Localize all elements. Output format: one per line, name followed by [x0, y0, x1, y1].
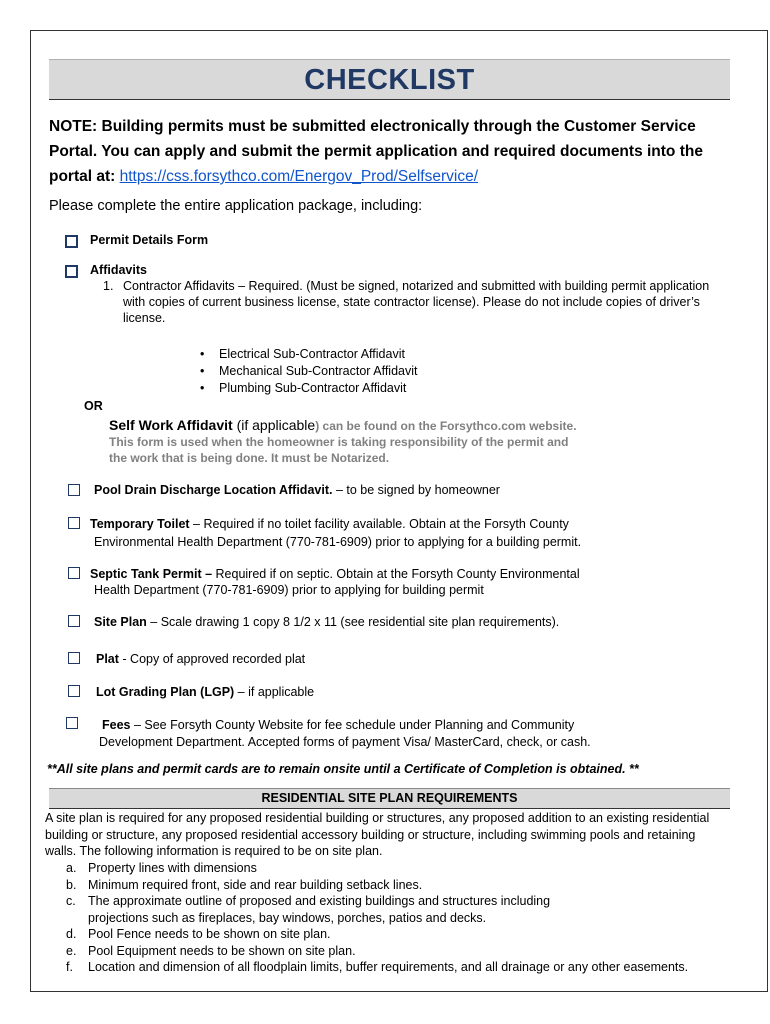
toilet-title: Temporary Toilet	[90, 517, 190, 531]
plat-text: - Copy of approved recorded plat	[118, 652, 306, 666]
pool-drain-title: Pool Drain Discharge Location Affidavit.	[94, 483, 333, 497]
septic-text-1: Required if on septic. Obtain at the Forsyth County Environmental	[212, 567, 580, 581]
intro-text: Please complete the entire application package, including:	[49, 198, 423, 214]
site-plan-line	[94, 614, 559, 631]
page-title: CHECKLIST	[304, 64, 475, 96]
checkbox-fees[interactable]	[66, 717, 78, 729]
fees-text-1: – See Forsyth County Website for fee schedule under Planning and Community	[130, 718, 575, 732]
septic-title: Septic Tank Permit –	[90, 567, 213, 581]
residential-header: RESIDENTIAL SITE PLAN REQUIREMENTS	[49, 788, 730, 809]
list-item: a. Property lines with dimensions	[66, 861, 257, 875]
list-item: b. Minimum required front, side and rear building setback lines.	[66, 877, 423, 892]
fees-line-1	[102, 717, 574, 734]
pool-drain-line	[94, 482, 500, 499]
self-work-grey-2: This form is used when the homeowner is taking responsibility of the permit and	[109, 435, 569, 449]
septic-text-2: Health Department (770-781-6909) prior to applying for building permit	[94, 583, 484, 597]
fees-title: Fees	[102, 718, 131, 732]
list-item: e. Pool Equipment needs to be shown on site plan.	[66, 943, 356, 958]
bullet-mechanical: • Mechanical Sub-Contractor Affidavit	[200, 363, 417, 380]
toilet-text-1: – Required if no toilet facility available. Obtain at the Forsyth County	[189, 517, 569, 531]
bullet-electrical: • Electrical Sub-Contractor Affidavit	[200, 346, 417, 363]
list-item: c. The approximate outline of proposed and existing buildings and structures including projections such as fireplaces, bay windows, porches, patios and decks.	[66, 894, 551, 925]
self-work-title: Self Work Affidavit	[109, 417, 233, 433]
affidavits-label: Affidavits	[90, 263, 147, 277]
toilet-text-2: Environmental Health Department (770-781-6909) prior to applying for a building permit.	[94, 535, 582, 549]
contractor-number: 1.	[103, 279, 114, 293]
residential-list	[66, 860, 698, 976]
checkbox-affidavits[interactable]	[65, 265, 78, 278]
septic-line-1	[90, 566, 580, 583]
self-work-line	[109, 416, 577, 435]
lgp-line	[96, 684, 314, 701]
checkbox-permit-details[interactable]	[65, 235, 78, 248]
lgp-text: – if applicable	[234, 685, 315, 699]
note-text: NOTE: Building permits must be submitted electronically through the Customer Service Portal. You can apply and submit the permit application and required documents into the portal at:	[49, 118, 703, 185]
self-work-paren: (if applicable	[236, 417, 316, 433]
site-plan-text: – Scale drawing 1 copy 8 1/2 x 11 (see residential site plan requirements).	[146, 615, 560, 629]
checkbox-lot-grading[interactable]	[68, 685, 80, 697]
note-paragraph	[49, 114, 729, 189]
lgp-title: Lot Grading Plan (LGP)	[96, 685, 235, 699]
self-work-grey-1: ) can be found on the Forsythco.com website.	[315, 419, 577, 433]
checkbox-site-plan[interactable]	[68, 615, 80, 627]
title-bar	[49, 59, 730, 100]
self-work-grey-3: the work that is being done. It must be Notarized.	[109, 451, 390, 465]
pool-drain-text: – to be signed by homeowner	[332, 483, 500, 497]
site-plan-title: Site Plan	[94, 615, 147, 629]
permit-details-label: Permit Details Form	[90, 233, 209, 247]
or-label: OR	[84, 399, 103, 413]
bullet-plumbing: • Plumbing Sub-Contractor Affidavit	[200, 380, 417, 397]
contractor-affidavit-text: Contractor Affidavits – Required. (Must be signed, notarized and submitted with building permit application with copies of current business license, state contractor license). Please do not include copies of driver’s license.	[123, 279, 710, 325]
checkbox-temporary-toilet[interactable]	[68, 517, 80, 529]
sub-contractor-list	[200, 346, 417, 397]
checkbox-pool-drain[interactable]	[68, 484, 80, 496]
toilet-line-1	[90, 516, 569, 533]
all-site-notice: **All site plans and permit cards are to remain onsite until a Certificate of Completion is obtained. **	[47, 762, 639, 776]
list-item: d. Pool Fence needs to be shown on site plan.	[66, 927, 331, 941]
list-item: f. Location and dimension of all floodplain limits, buffer requirements, and all drainage or any other easements.	[66, 960, 689, 974]
portal-link[interactable]: https://css.forsythco.com/Energov_Prod/Selfservice/	[119, 168, 478, 185]
checkbox-plat[interactable]	[68, 652, 80, 664]
checkbox-septic[interactable]	[68, 567, 80, 579]
plat-line	[96, 651, 305, 668]
plat-title: Plat	[96, 652, 119, 666]
residential-text: A site plan is required for any proposed residential building or structures, any proposed addition to an existing residential building or structure, any proposed residential accessory building or structure, including swimming pools and retaining walls. The following information is required to be on site plan.	[45, 811, 710, 858]
fees-text-2: Development Department. Accepted forms of payment Visa/ MasterCard, check, or cash.	[99, 735, 591, 749]
